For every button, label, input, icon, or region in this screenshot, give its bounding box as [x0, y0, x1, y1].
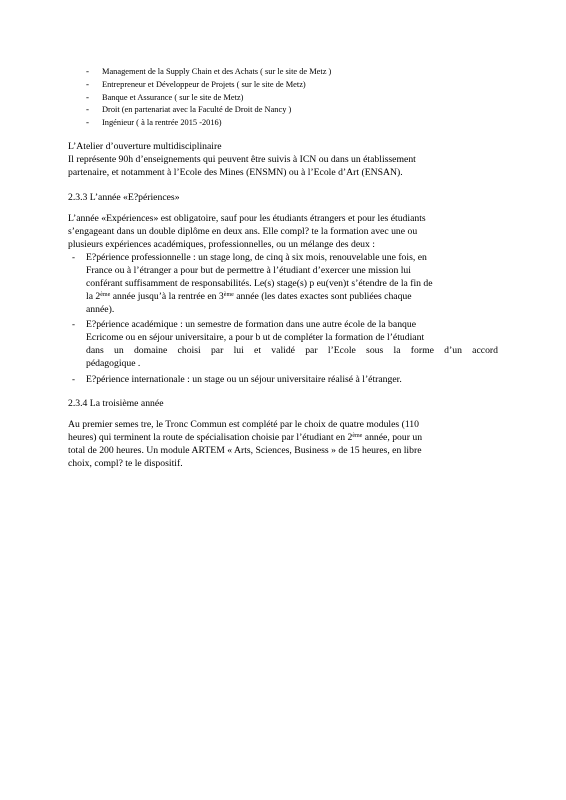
paragraph-line: choix, compl? te le dispositif.	[68, 458, 183, 469]
list-item: Management de la Supply Chain et des Achats ( sur le site de Metz )	[102, 67, 332, 76]
bullet-line: E?périence académique : un semestre de formation dans une autre école de la banque	[86, 319, 417, 330]
bullet-line: France ou à l’étranger a pour but de permettre à l’étudiant d’exercer une mission lui	[86, 265, 411, 276]
list-item: Banque et Assurance ( sur le site de Metz)	[102, 93, 244, 102]
section-heading: 2.3.3 L’année «E?périences»	[68, 192, 180, 203]
atelier-title: L’Atelier d’ouverture multidisciplinaire	[68, 141, 222, 152]
paragraph-line: total de 200 heures. Un module ARTEM « Arts, Sciences, Business » de 15 heures, en libre	[68, 445, 422, 456]
bullet-line: pédagogique .	[86, 358, 141, 369]
bullet-line: Ecricome ou en séjour universitaire, a pour b ut de compléter la formation de l’étudiant	[86, 332, 425, 343]
bullet-dash: -	[72, 374, 75, 384]
paragraph-line: L’année «Expériences» est obligatoire, sauf pour les étudiants étrangers et pour les étudiants	[68, 213, 426, 224]
bullet-dash: -	[72, 319, 75, 329]
bullet-line: dans un domaine choisi par lui et validé par l’Ecole sous la forme d’un accord	[86, 345, 498, 356]
bullet-line: la 2ème année jusqu’à la rentrée en 3ème année (les dates exactes sont publiées chaque	[86, 291, 412, 302]
paragraph-line: plusieurs expériences académiques, professionnelles, ou un mélange des deux :	[68, 239, 375, 250]
list-dash: -	[86, 117, 89, 127]
paragraph-line: heures) qui terminent la route de spécialisation choisie par l’étudiant en 2ème année, pour un	[68, 432, 423, 443]
bullet-line: E?périence internationale : un stage ou un séjour universitaire réalisé à l’étranger.	[86, 374, 402, 385]
bullet-line: année).	[86, 304, 115, 315]
list-dash: -	[86, 104, 89, 114]
list-item: Entrepreneur et Développeur de Projets ( sur le site de Metz)	[102, 80, 306, 89]
bullet-line: E?périence professionnelle : un stage long, de cinq à six mois, renouvelable une fois, en	[86, 252, 427, 263]
paragraph-line: Au premier semes tre, le Tronc Commun est complété par le choix de quatre modules (110	[68, 419, 419, 430]
paragraph-line: s’engageant dans un double diplôme en deux ans. Elle compl? te la formation avec une ou	[68, 226, 418, 237]
bullet-dash: -	[72, 252, 75, 262]
list-item: Droit (en partenariat avec la Faculté de Droit de Nancy )	[102, 105, 292, 114]
list-dash: -	[86, 66, 89, 76]
section-heading: 2.3.4 La troisième année	[68, 398, 164, 409]
list-dash: -	[86, 79, 89, 89]
paragraph-line: Il représente 90h d’enseignements qui peuvent être suivis à ICN ou dans un établissement	[68, 154, 416, 165]
bullet-line: conférant suffisamment de responsabilités. Le(s) stage(s) p eu(ven)t s’étendre de la fin de	[86, 278, 433, 289]
list-item: Ingénieur ( à la rentrée 2015 -2016)	[102, 118, 222, 127]
paragraph-line: partenaire, et notamment à l’Ecole des Mines (ENSMN) ou à l’Ecole d’Art (ENSAN).	[68, 167, 403, 178]
list-dash: -	[86, 92, 89, 102]
